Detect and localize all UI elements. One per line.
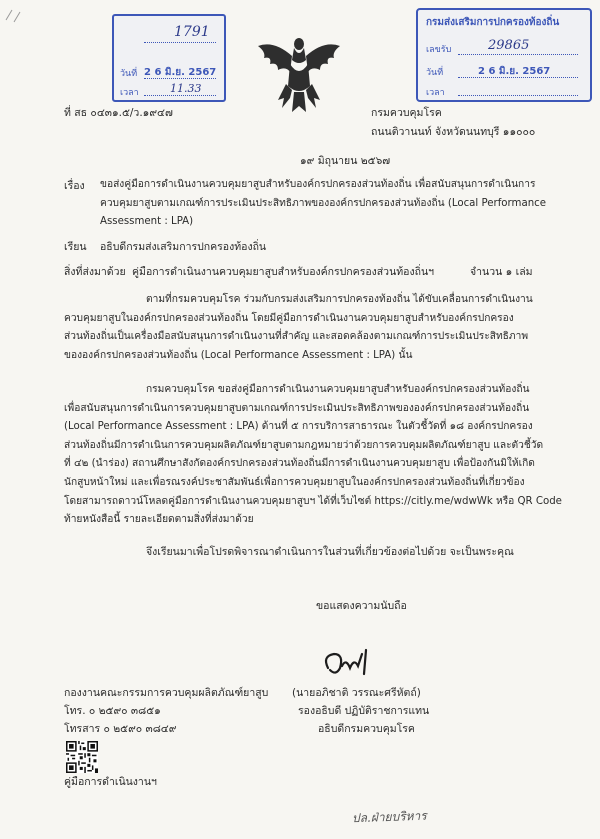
contact-fax: โทรสาร ๐ ๒๕๙๐ ๓๘๔๙ bbox=[64, 723, 177, 735]
recipient: อธิบดีกรมส่งเสริมการปกครองท้องถิ่น bbox=[100, 241, 267, 253]
enclosure-label: สิ่งที่ส่งมาด้วย bbox=[64, 266, 126, 278]
stamp-time-label: เวลา bbox=[426, 88, 445, 98]
closing-request: จึงเรียนมาเพื่อโปรดพิจารณาดำเนินการในส่วนที่เกี่ยวข้องต่อไปด้วย จะเป็นพระคุณ bbox=[146, 546, 514, 558]
body-paragraph-2 bbox=[64, 381, 562, 530]
body-paragraph-1 bbox=[64, 291, 533, 365]
subject-line: Assessment : LPA) bbox=[100, 216, 194, 228]
subject-line: ควบคุมยาสูบตามเกณฑ์การประเมินประสิทธิภาพขององค์กรปกครองส่วนท้องถิ่น (Local Performance bbox=[100, 197, 547, 209]
received-stamp-left bbox=[112, 14, 226, 102]
reference-number: ที่ สธ ๐๔๓๑.๕/ว.๑๙๔๗ bbox=[64, 107, 173, 119]
stamp-time: 11.33 bbox=[170, 82, 202, 95]
department-address: ถนนติวานนท์ จังหวัดนนทบุรี ๑๑๐๐๐ bbox=[371, 126, 536, 138]
stamp-date: 2 6 มิ.ย. 2567 bbox=[144, 67, 217, 78]
paragraph-line: ตามที่กรมควบคุมโรค ร่วมกับกรมส่งเสริมการปกครองท้องถิ่น ได้ขับเคลื่อนการดำเนินงาน bbox=[146, 294, 533, 305]
subject-text bbox=[100, 176, 546, 232]
enclosure-quantity: จำนวน ๑ เล่ม bbox=[470, 266, 533, 278]
stamp-date-label: วันที่ bbox=[426, 68, 444, 78]
stamp-date: 2 6 มิ.ย. 2567 bbox=[478, 66, 551, 77]
stamp-number: 29865 bbox=[488, 38, 530, 53]
paragraph-line: นักสูบหน้าใหม่ และเพื่อรณรงค์ประชาสัมพันธ์เพื่อการควบคุมยาสูบในองค์กรปกครองส่วนท้องถิ่นที่เกี่ยวข้อง bbox=[64, 476, 525, 488]
received-stamp-right bbox=[416, 8, 592, 102]
stamp-time-label: เวลา bbox=[120, 88, 139, 98]
garuda-emblem-icon bbox=[256, 34, 342, 114]
issuing-department: กรมควบคุมโรค bbox=[371, 107, 442, 119]
handwritten-signature bbox=[320, 646, 384, 682]
paragraph-line: ท้ายหนังสือนี้ รายละเอียดตามสิ่งที่ส่งมาด้วย bbox=[64, 514, 254, 526]
stamp-title: กรมส่งเสริมการปกครองท้องถิ่น bbox=[426, 17, 560, 28]
stamp-number: 1791 bbox=[174, 24, 210, 40]
paragraph-line: ส่วนท้องถิ่นเป็นเครื่องมือสนับสนุนการดำเนินงานที่สำคัญ และสอดคล้องตามเกณฑ์การประเมินประสิทธิภาพ bbox=[64, 331, 529, 343]
qr-code-icon bbox=[66, 741, 98, 773]
salutation-label: เรียน bbox=[64, 241, 87, 253]
subject-line: ขอส่งคู่มือการดำเนินงานควบคุมยาสูบสำหรับองค์กรปกครองส่วนท้องถิ่น เพื่อสนับสนุนการดำเนินการ bbox=[100, 179, 536, 190]
corner-marks bbox=[4, 6, 34, 26]
paragraph-line: ขององค์กรปกครองส่วนท้องถิ่น (Local Performance Assessment : LPA) นั้น bbox=[64, 349, 413, 361]
closing-salutation: ขอแสดงความนับถือ bbox=[316, 600, 407, 612]
stamp-date-label: วันที่ bbox=[120, 69, 138, 79]
subject-label: เรื่อง bbox=[64, 180, 85, 192]
signer-name: (นายอภิชาติ วรรณะศรีหัตถ์) bbox=[292, 687, 421, 699]
paragraph-line: กรมควบคุมโรค ขอส่งคู่มือการดำเนินงานควบคุมยาสูบสำหรับองค์กรปกครองส่วนท้องถิ่น bbox=[146, 384, 530, 395]
paragraph-line: (Local Performance Assessment : LPA) ด้านที่ ๕ การบริการสาธารณะ ในตัวชี้วัดที่ ๑๘ องค์กรปกครอง bbox=[64, 421, 533, 433]
stamp-number-label: เลขรับ bbox=[426, 45, 452, 55]
paragraph-line: ส่วนท้องถิ่นมีการดำเนินการควบคุมผลิตภัณฑ์ยาสูบตามกฎหมายว่าด้วยการควบคุมผลิตภัณฑ์ยาสูบ และตัวชี้วัด bbox=[64, 439, 544, 451]
contact-division: กองงานคณะกรรมการควบคุมผลิตภัณฑ์ยาสูบ bbox=[64, 687, 269, 699]
paragraph-line: เพื่อสนับสนุนการดำเนินการควบคุมยาสูบตามเกณฑ์การประเมินประสิทธิภาพขององค์กรปกครองส่วนท้องถิ่น bbox=[64, 402, 530, 414]
qr-caption: คู่มือการดำเนินงานฯ bbox=[64, 776, 157, 788]
signer-position: รองอธิบดี ปฏิบัติราชการแทน bbox=[298, 705, 430, 717]
letter-date: ๑๙ มิถุนายน ๒๕๖๗ bbox=[300, 155, 391, 167]
contact-phone: โทร. ๐ ๒๕๙๐ ๓๘๕๑ bbox=[64, 705, 161, 717]
handwritten-note: ปล.ฝ่ายบริหาร bbox=[351, 808, 427, 826]
paragraph-line: ที่ ๔๒ (นำร่อง) สถานศึกษาสังกัดองค์กรปกครองส่วนท้องถิ่นมีการดำเนินงานควบคุมยาสูบ เพื่อป้องกันมิให้เกิด bbox=[64, 458, 535, 470]
enclosure-text: คู่มือการดำเนินงานควบคุมยาสูบสำหรับองค์กรปกครองส่วนท้องถิ่นฯ bbox=[132, 266, 435, 278]
paragraph-line: โดยสามารถดาวน์โหลดคู่มือการดำเนินงานควบคุมยาสูบฯ ได้ที่เว็บไซต์ https://citly.me/wdwWk หรือ QR Code bbox=[64, 495, 562, 507]
signer-title: อธิบดีกรมควบคุมโรค bbox=[318, 723, 415, 735]
paragraph-line: ควบคุมยาสูบในองค์กรปกครองส่วนท้องถิ่น โดยมีคู่มือการดำเนินงานควบคุมยาสูบสำหรับองค์กรปกครอง bbox=[64, 312, 514, 324]
